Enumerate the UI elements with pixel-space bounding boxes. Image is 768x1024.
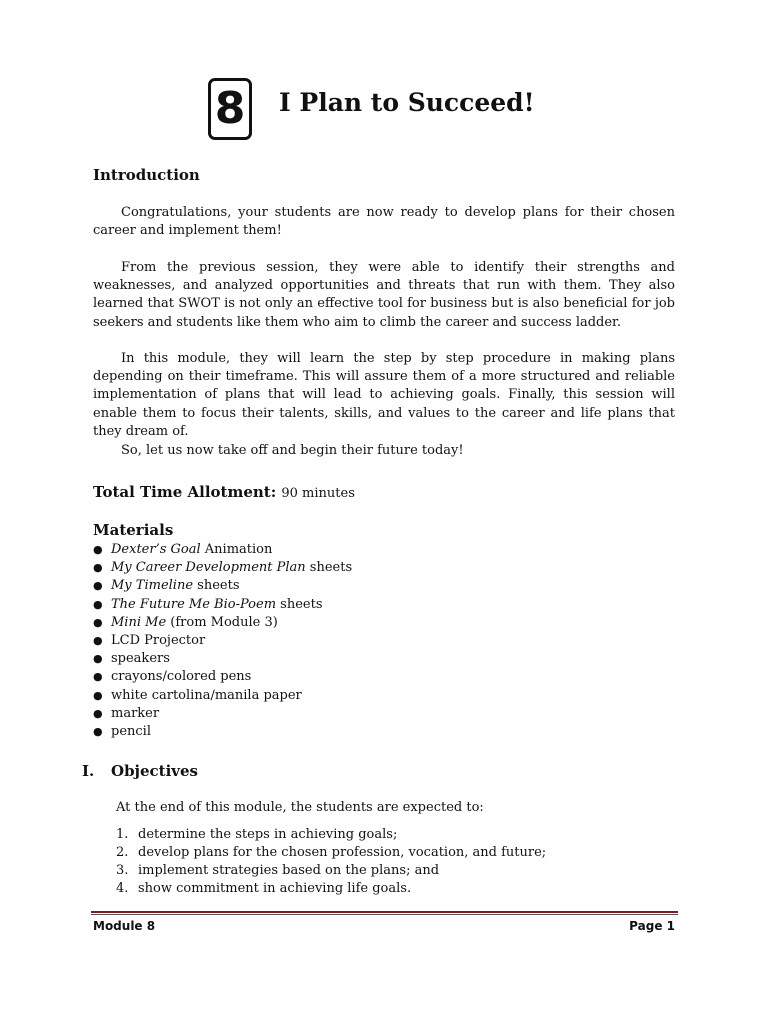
bullet-icon: ● — [93, 579, 103, 593]
page-title: I Plan to Succeed! — [279, 88, 535, 117]
bullet-icon: ● — [93, 597, 103, 611]
bullet-icon: ● — [93, 706, 103, 720]
list-item: ● marker — [93, 705, 352, 723]
list-item: 1. determine the steps in achieving goals; — [116, 827, 398, 842]
intro-paragraph-2: From the previous session, they were able to identify their strengths and weaknesses, and analyzed opportunities and threats that run with them. They also learned that SWOT is not only an effective tool for business but is also beneficial for job seekers and students like them who aim to climb the career and success ladder. — [93, 260, 675, 330]
materials-list — [93, 541, 352, 741]
bullet-icon: ● — [93, 615, 103, 629]
bullet-icon: ● — [93, 688, 103, 702]
objectives-heading — [82, 762, 198, 780]
list-item: ● pencil — [93, 723, 352, 741]
list-item: ● white cartolina/manila paper — [93, 687, 352, 705]
list-item: 3. implement strategies based on the plans; and — [116, 863, 440, 878]
list-item: 2. develop plans for the chosen profession, vocation, and future; — [116, 845, 547, 860]
bullet-icon: ● — [93, 633, 103, 647]
footer-divider — [91, 911, 678, 913]
time-allotment-value: 90 minutes — [281, 486, 355, 501]
list-item: ● The Future Me Bio-Poem sheets — [93, 596, 352, 614]
objectives-intro: At the end of this module, the students are expected to: — [116, 800, 484, 815]
list-item: ● crayons/colored pens — [93, 668, 352, 686]
intro-paragraph-4: So, let us now take off and begin their future today! — [121, 443, 464, 458]
bullet-icon: ● — [93, 724, 103, 738]
time-allotment-label: Total Time Allotment: — [93, 483, 277, 501]
module-number-badge: 8 — [208, 78, 252, 140]
list-item: ● LCD Projector — [93, 632, 352, 650]
materials-heading: Materials — [93, 521, 174, 539]
introduction-heading: Introduction — [93, 166, 200, 184]
list-item: ● speakers — [93, 650, 352, 668]
list-item: ● My Career Development Plan sheets — [93, 559, 352, 577]
objectives-number: I. — [82, 762, 95, 780]
footer-page-number: Page 1 — [629, 919, 675, 933]
bullet-icon: ● — [93, 543, 103, 556]
footer-divider-thin — [91, 914, 678, 915]
bullet-icon: ● — [93, 561, 103, 575]
list-item: ● My Timeline sheets — [93, 577, 352, 595]
time-allotment — [93, 482, 355, 501]
intro-paragraph-3: In this module, they will learn the step by step procedure in making plans depending on their timeframe. This will assure them of a more structured and reliable implementation of plans that will lead to achieving goals. Finally, this session will enable them to focus their talents, skills, and values to the career and life plans that they dream of. — [93, 351, 675, 439]
bullet-icon: ● — [93, 652, 103, 666]
footer-module-label: Module 8 — [93, 919, 156, 933]
bullet-icon: ● — [93, 670, 103, 684]
objectives-label: Objectives — [111, 762, 198, 780]
list-item: ● Dexter’s Goal Animation — [93, 541, 352, 559]
list-item: ● Mini Me (from Module 3) — [93, 614, 352, 632]
intro-paragraph-1: Congratulations, your students are now ready to develop plans for their chosen career and implement them! — [93, 205, 675, 239]
objectives-list — [116, 826, 546, 898]
list-item: 4. show commitment in achieving life goals. — [116, 881, 412, 896]
